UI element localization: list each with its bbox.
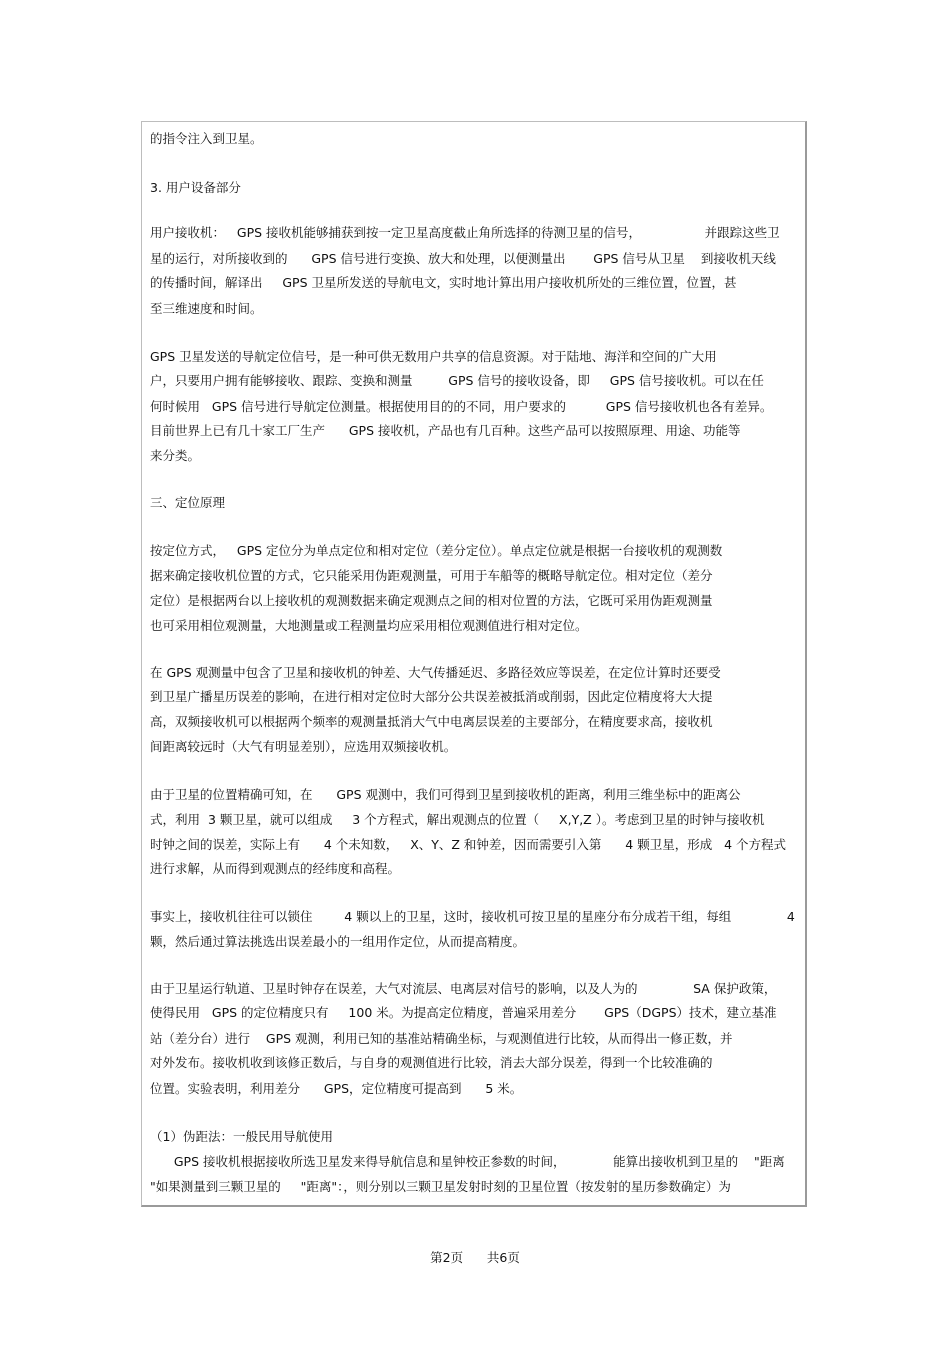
text-line: 式，利用 3 颗卫星，就可以组成 3 个方程式，解出观测点的位置（ X,Y,Z ）。考虑到卫星的时钟与接收机 [150, 812, 765, 827]
page-total: 共6页 [486, 1250, 520, 1265]
text-line: "如果测量到三颗卫星的 "距离"：，则分别以三颗卫星发射时刻的卫星位置（按发射的星历参数确定）为 [150, 1179, 731, 1194]
text-line: 在 GPS 观测量中包含了卫星和接收机的钟差、大气传播延迟、多路径效应等误差，在定位计算时还要受 [150, 665, 721, 680]
text-line: 站（差分台）进行 GPS 观测，利用已知的基准站精确坐标，与观测值进行比较，从而得出一修正数，并 [150, 1031, 733, 1046]
text-line: 何时候用 GPS 信号进行导航定位测量。根据使用目的的不同，用户要求的 GPS 信号接收机也各有差异。 [150, 399, 773, 414]
text-line: 间距离较远时（大气有明显差别），应选用双频接收机。 [150, 739, 457, 754]
section-heading: 3. 用户设备部分 [150, 180, 241, 195]
text-line: GPS 接收机根据接收所选卫星发来得导航信息和星钟校正参数的时间， 能算出接收机到卫星的 "距离 [150, 1154, 785, 1169]
text-line: 到卫星广播星历误差的影响，在进行相对定位时大部分公共误差被抵消或削弱，因此定位精度将大大提 [150, 689, 713, 704]
text-line: GPS 卫星发送的导航定位信号，是一种可供无数用户共享的信息资源。对于陆地、海洋和空间的广大用 [150, 349, 717, 364]
text-line: 星的运行，对所接收到的 GPS 信号进行变换、放大和处理，以便测量出 GPS 信号从卫星 到接收机天线 [150, 251, 776, 266]
text-line: （1）伪距法：一般民用导航使用 [150, 1129, 333, 1144]
text-line: 至三维速度和时间。 [150, 301, 263, 316]
text-line: 户，只要用户拥有能够接收、跟踪、变换和测量 GPS 信号的接收设备，即 GPS 信号接收机。可以在任 [150, 373, 764, 388]
text-line: 的传播时间，解译出 GPS 卫星所发送的导航电文，实时地计算出用户接收机所处的三维位置，位置，甚 [150, 275, 737, 290]
text-line: 位置。实验表明，利用差分 GPS，定位精度可提高到 5 米。 [150, 1081, 523, 1096]
text-line: 时钟之间的误差，实际上有 4 个未知数， X、Y、Z 和钟差，因而需要引入第 4 颗卫星，形成 4 个方程式 [150, 837, 787, 852]
text-line: 来分类。 [150, 448, 201, 463]
text-line: 的指令注入到卫星。 [150, 131, 263, 146]
text-line: 按定位方式， GPS 定位分为单点定位和相对定位（差分定位）。单点定位就是根据一台接收机的观测数 [150, 543, 723, 558]
text-line: 对外发布。接收机收到该修正数后，与自身的观测值进行比较，消去大部分误差，得到一个比较准确的 [150, 1055, 713, 1070]
text-line: 目前世界上已有几十家工厂生产 GPS 接收机，产品也有几百种。这些产品可以按照原理、用途、功能等 [150, 423, 741, 438]
page-footer [0, 1248, 950, 1266]
text-line: 由于卫星的位置精确可知，在 GPS 观测中，我们可得到卫星到接收机的距离，利用三维坐标中的距离公 [150, 787, 741, 802]
text-line: 事实上，接收机往往可以锁住 4 颗以上的卫星，这时，接收机可按卫星的星座分布分成若干组，每组 4 [150, 909, 795, 924]
text-line: 也可采用相位观测量，大地测量或工程测量均应采用相位观测值进行相对定位。 [150, 618, 588, 633]
text-line: 用户接收机： GPS 接收机能够捕获到按一定卫星高度截止角所选择的待测卫星的信号， 并跟踪这些卫 [150, 225, 780, 240]
text-line: 据来确定接收机位置的方式，它只能采用伪距观测量，可用于车船等的概略导航定位。相对定位（差分 [150, 568, 713, 583]
text-line: 颗，然后通过算法挑选出误差最小的一组用作定位，从而提高精度。 [150, 934, 526, 949]
text-line: 定位）是根据两台以上接收机的观测数据来确定观测点之间的相对位置的方法，它既可采用伪距观测量 [150, 593, 713, 608]
page-number: 第2页 [430, 1250, 464, 1265]
section-heading: 三、定位原理 [150, 495, 226, 510]
text-line: 进行求解，从而得到观测点的经纬度和高程。 [150, 861, 401, 876]
text-line: 由于卫星运行轨道、卫星时钟存在误差，大气对流层、电离层对信号的影响，以及人为的 SA 保护政策， [150, 981, 777, 996]
text-line: 高，双频接收机可以根据两个频率的观测量抵消大气中电离层误差的主要部分，在精度要求高，接收机 [150, 714, 713, 729]
text-line: 使得民用 GPS 的定位精度只有 100 米。为提高定位精度，普遍采用差分 GPS（DGPS）技术，建立基准 [150, 1005, 777, 1020]
